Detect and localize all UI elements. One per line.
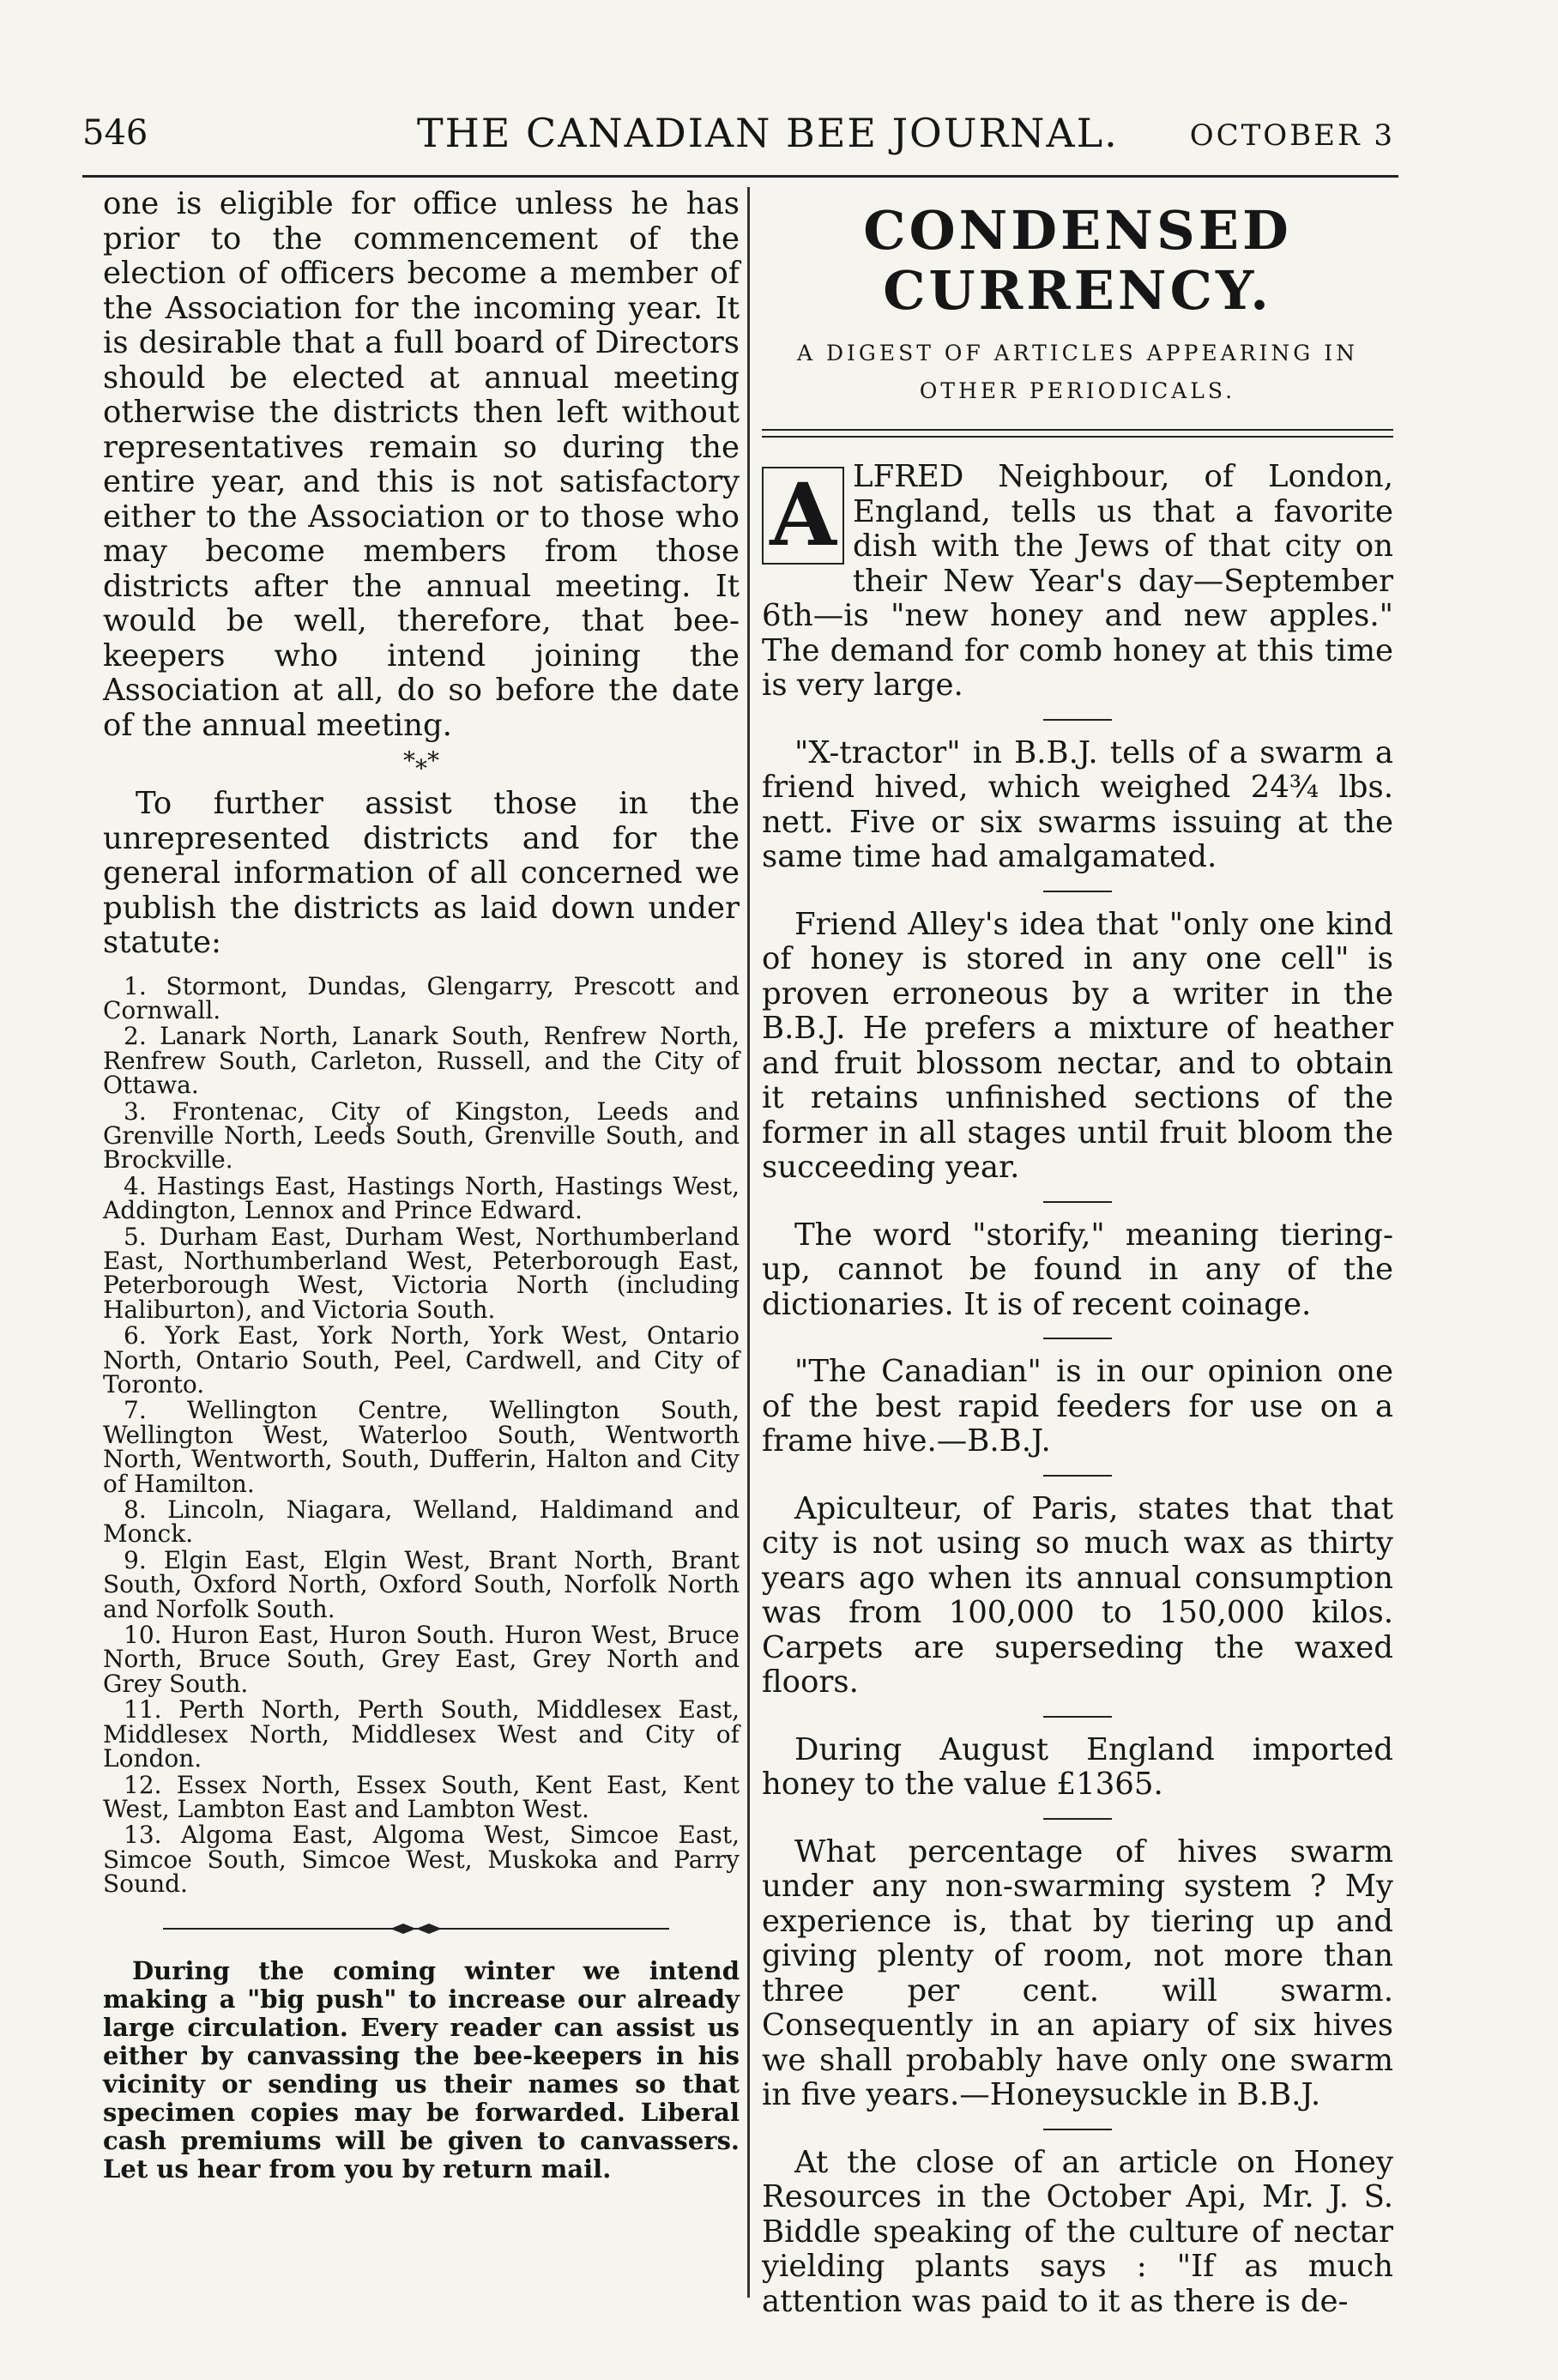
subtitle-line: OTHER PERIODICALS. <box>919 378 1236 403</box>
article-paragraph: The word "storify," meaning tiering-up, cannot be found in any of the dictionaries. It is of recent coinage. <box>762 1217 1393 1322</box>
drop-cap: A <box>762 467 844 565</box>
district-item: 9. Elgin East, Elgin West, Brant North, Brant South, Oxford North, Oxford South, Norfolk North and Norfolk South. <box>103 1545 740 1623</box>
separator-rule <box>1043 891 1112 892</box>
right-column <box>762 187 1393 2319</box>
page-header <box>82 110 1395 165</box>
district-item: 6. York East, York North, York West, Ontario North, Ontario South, Peel, Cardwell, and City of Toronto. <box>103 1321 740 1398</box>
header-rule <box>82 175 1398 178</box>
district-item: 1. Stormont, Dundas, Glengarry, Prescott and Cornwall. <box>103 971 740 1024</box>
article-paragraph: At the close of an article on Honey Resources in the October Api, Mr. J. S. Biddle speaking of the culture of nectar yielding plants says : "If as much attention was paid to it as there is de- <box>762 2144 1393 2319</box>
separator-rule <box>1043 719 1112 721</box>
district-item: 12. Essex North, Essex South, Kent East, Kent West, Lambton East and Lambton West. <box>103 1770 740 1823</box>
separator-rule <box>1043 1716 1112 1718</box>
left-column <box>103 187 740 2184</box>
ornament-divider <box>163 1923 669 1935</box>
column-divider <box>747 187 750 2298</box>
districts-intro: To further assist those in the unrepresented districts and for the general information of all concerned we publish the districts as laid down under statute: <box>103 786 740 960</box>
district-item: 2. Lanark North, Lanark South, Renfrew North, Renfrew South, Carleton, Russell, and the City of Ottawa. <box>103 1022 740 1100</box>
subscription-notice: During the coming winter we intend making a "big push" to increase our already large circulation. Every reader can assist us either by canvassing the bee-keepers in his vicinity or sending us their names so that specimen copies may be forwarded. Liberal cash premiums will be given to canvassers. Let us hear from you by return mail. <box>103 1955 740 2184</box>
separator-rule <box>1043 1201 1112 1203</box>
article-item <box>762 460 1393 704</box>
page-number: 546 <box>82 113 148 153</box>
separator-rule <box>1043 2129 1112 2130</box>
article-paragraph: LFRED Neighbour, of London, England, tells us that a favorite dish with the Jews of that city on their New Year's day—September 6th—is "new honey and new apples." The demand for comb honey at this time is very large. <box>762 459 1393 703</box>
district-item: 10. Huron East, Huron South. Huron West, Bruce North, Bruce South, Grey East, Grey North and Grey South. <box>103 1621 740 1698</box>
section-subtitle <box>762 335 1393 410</box>
section-stars: *⁎* <box>403 746 439 775</box>
separator-rule <box>1043 1818 1112 1820</box>
district-item: 7. Wellington Centre, Wellington South, Wellington West, Waterloo South, Wentworth North, Wentworth, South, Dufferin, Halton and City of Hamilton. <box>103 1396 740 1498</box>
separator-rule <box>1043 1338 1112 1339</box>
article-paragraph: Friend Alley's idea that "only one kind of honey is stored in any one cell" is proven erroneous by a writer in the B.B.J. He prefers a mixture of heather and fruit blossom nectar, and to obtain it retains unfinished sections of the former in all stages until fruit bloom the succeeding year. <box>762 906 1393 1185</box>
double-rule <box>762 429 1393 438</box>
article-paragraph: What percentage of hives swarm under any non-swarming system ? My experience is, that by tiering up and giving plenty of room, not more than three per cent. will swarm. Consequently in an apiary of six hives we shall probably have only one swarm in five years.—Honeysuckle in B.B.J. <box>762 1833 1393 2112</box>
district-item: 3. Frontenac, City of Kingston, Leeds and Grenville North, Leeds South, Grenville South, and Brockville. <box>103 1096 740 1175</box>
subtitle-line: A DIGEST OF ARTICLES APPEARING IN <box>797 341 1358 365</box>
district-item: 4. Hastings East, Hastings North, Hastings West, Addington, Lennox and Prince Edward. <box>103 1171 740 1225</box>
districts-list <box>103 971 740 1899</box>
section-title: CONDENSED CURRENCY. <box>863 199 1292 322</box>
article-paragraph: During August England imported honey to the value £1365. <box>762 1731 1393 1802</box>
election-paragraph: one is eligible for office unless he has prior to the commencement of the election of officers become a member of the Association for the incoming year. It is desirable that a full board of Directors should be elected at annual meeting otherwise the districts then left without representatives remain so during the entire year, and this is not satisfactory either to the Association or to those who may become members from those districts after the annual meeting. It would be well, therefore, that bee-keepers who intend joining the Association at all, do so before the date of the annual meeting. <box>103 186 740 743</box>
article-paragraph: Apiculteur, of Paris, states that that city is not using so much wax as thirty years ago when its annual consumption was from 100,000 to 150,000 kilos. Carpets are superseding the waxed floors. <box>762 1490 1393 1700</box>
district-item: 5. Durham East, Durham West, Northumberland East, Northumberland West, Peterborough East, Peterborough West, Victoria North (including Haliburton), and Victoria South. <box>103 1222 740 1324</box>
journal-title: THE CANADIAN BEE JOURNAL. <box>417 110 1119 156</box>
district-item: 13. Algoma East, Algoma West, Simcoe East, Simcoe South, Simcoe West, Muskoka and Parry Sound. <box>103 1821 740 1899</box>
district-item: 11. Perth North, Perth South, Middlesex East, Middlesex North, Middlesex West and City of London. <box>103 1695 740 1773</box>
article-paragraph: "The Canadian" is in our opinion one of the best rapid feeders for use on a frame hive.—B.B.J. <box>762 1354 1393 1459</box>
separator-rule <box>1043 1475 1112 1477</box>
district-item: 8. Lincoln, Niagara, Welland, Haldimand and Monck. <box>103 1495 740 1549</box>
issue-date: OCTOBER 3 <box>1189 118 1395 153</box>
article-paragraph: "X-tractor" in B.B.J. tells of a swarm a friend hived, which weighed 24¾ lbs. nett. Five or six swarms issuing at the same time had amalgamated. <box>762 734 1393 874</box>
